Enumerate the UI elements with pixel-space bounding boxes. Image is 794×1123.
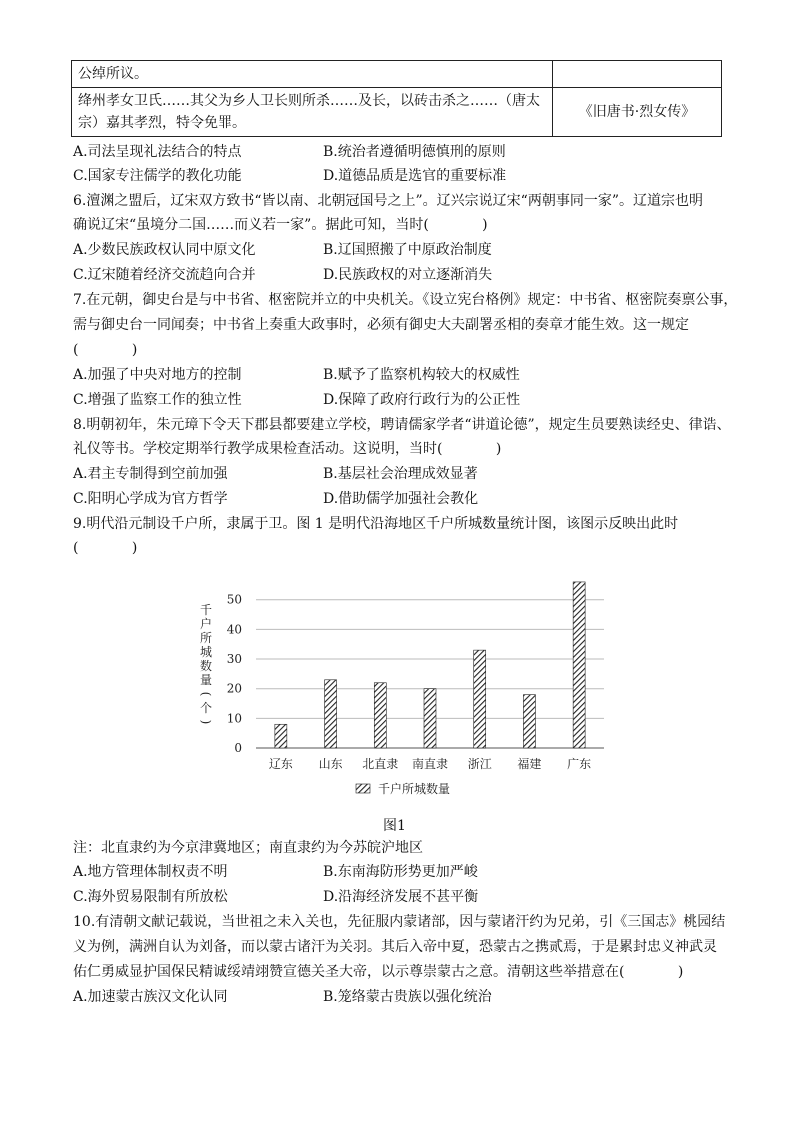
q9-option-a[interactable]: A.地方管理体制权责不明 xyxy=(73,864,228,880)
y-tick-label: 10 xyxy=(226,711,242,726)
q7-stem-line1: 7.在元朝，御史台是与中书省、枢密院并立的中央机关。《设立宪台格例》规定：中书省、枢密院奏禀公事， xyxy=(73,292,738,308)
x-tick-label: 广东 xyxy=(567,757,592,771)
q10-option-a[interactable]: A.加速蒙古族汉文化认同 xyxy=(73,989,228,1005)
q6-stem-line1: 6.澶渊之盟后，辽宋双方致书“皆以南、北朝冠国号之上”。辽兴宗说辽宋“两朝事同一家”。辽道宗也明 xyxy=(73,193,703,209)
table-cell-source: 《旧唐书·烈女传》 xyxy=(553,88,722,137)
y-tick-label: 40 xyxy=(226,622,242,637)
bar xyxy=(424,689,436,748)
table-row xyxy=(72,61,722,88)
x-tick-label: 辽东 xyxy=(268,757,293,771)
q7-stem-line2: 需与御史台一同闻奏；中书省上奏重大政事时，必须有御史大夫副署丞相的奏章才能生效。这一规定 xyxy=(73,317,689,333)
x-tick-label: 北直隶 xyxy=(362,757,399,771)
y-axis-label-char: 所 xyxy=(199,631,213,645)
table-row xyxy=(72,88,722,137)
table-cell-content: 公绰所议。 xyxy=(72,61,553,88)
y-axis-label-char: 个 xyxy=(199,701,213,715)
q10-stem-line1: 10.有清朝文献记载说，当世祖之未入关也，先征服内蒙诸部，因与蒙诸汗约为兄弟，引《三国志》桃园结 xyxy=(73,914,726,930)
table-cell-content: 绛州孝女卫氏……其父为乡人卫长则所杀……及长，以砖击杀之……（唐太宗）嘉其孝烈，特令免罪。 xyxy=(72,88,553,137)
y-tick-label: 30 xyxy=(226,652,242,667)
q7-option-a[interactable]: A.加强了中央对地方的控制 xyxy=(73,367,242,383)
figure-1-chart xyxy=(196,570,616,810)
y-axis-label-char: ) xyxy=(199,719,213,725)
y-axis-label-char: 千 xyxy=(199,603,213,617)
q9-option-c[interactable]: C.海外贸易限制有所放松 xyxy=(73,889,228,905)
q9-stem-line1: 9.明代沿元制设千户所，隶属于卫。图 1 是明代沿海地区千户所城数量统计图，该图示反映出此时 xyxy=(73,516,679,532)
source-table xyxy=(71,60,722,137)
q6-option-d[interactable]: D.民族政权的对立逐渐消失 xyxy=(323,267,493,283)
y-axis-label-char: ( xyxy=(199,691,213,697)
q5-option-c[interactable]: C.国家专注儒学的教化功能 xyxy=(73,168,242,184)
legend-label: 千户所城数量 xyxy=(378,782,451,796)
figure-caption: 图1 xyxy=(383,818,406,834)
y-axis-label-char: 城 xyxy=(199,645,213,659)
q5-option-b[interactable]: B.统治者遵循明德慎刑的原则 xyxy=(323,144,506,160)
q6-stem-line2: 确说辽宋“虽境分二国……而义若一家”。据此可知，当时( ) xyxy=(73,217,488,233)
q8-option-a[interactable]: A.君主专制得到空前加强 xyxy=(73,466,228,482)
x-tick-label: 浙江 xyxy=(467,757,492,771)
x-tick-label: 南直隶 xyxy=(411,757,449,771)
q8-option-b[interactable]: B.基层社会治理成效显著 xyxy=(323,466,478,482)
q7-stem-line3: ( ) xyxy=(73,342,138,358)
q9-option-b[interactable]: B.东南海防形势更加严峻 xyxy=(323,864,478,880)
bar xyxy=(325,680,337,748)
q10-option-b[interactable]: B.笼络蒙古贵族以强化统治 xyxy=(323,989,492,1005)
q10-stem-line2: 义为例，满洲自认为刘备，而以蒙古诸汗为关羽。其后入帝中夏，恐蒙古之携贰焉，于是累封忠义神武灵 xyxy=(73,939,717,955)
y-axis-label xyxy=(199,603,213,724)
q10-stem-line3: 佑仁勇威显护国保民精诚绥靖翊赞宣德关圣大帝，以示尊崇蒙古之意。清朝这些举措意在( ) xyxy=(73,964,684,980)
bar xyxy=(275,724,287,748)
y-tick-label: 50 xyxy=(226,592,242,607)
bar xyxy=(573,582,585,748)
q7-option-b[interactable]: B.赋予了监察机构较大的权威性 xyxy=(323,367,520,383)
q7-option-c[interactable]: C.增强了监察工作的独立性 xyxy=(73,392,242,408)
q9-option-d[interactable]: D.沿海经济发展不甚平衡 xyxy=(323,889,479,905)
q8-option-c[interactable]: C.阳明心学成为官方哲学 xyxy=(73,491,228,507)
q8-stem-line2: 礼仪等书。学校定期举行教学成果检查活动。这说明，当时( ) xyxy=(73,441,502,457)
q6-option-a[interactable]: A.少数民族政权认同中原文化 xyxy=(73,242,256,258)
q7-option-d[interactable]: D.保障了政府行政行为的公正性 xyxy=(323,392,521,408)
q9-stem-line2: ( ) xyxy=(73,540,138,556)
y-axis-label-char: 户 xyxy=(199,617,213,631)
table-cell-source xyxy=(553,61,722,88)
y-axis-label-char: 量 xyxy=(199,673,213,687)
q5-option-d[interactable]: D.道德品质是选官的重要标准 xyxy=(323,168,507,184)
bar xyxy=(523,695,535,748)
figure-note: 注：北直隶约为今京津冀地区；南直隶约为今苏皖沪地区 xyxy=(73,840,423,856)
y-tick-label: 20 xyxy=(226,681,242,696)
bar xyxy=(374,683,386,748)
q8-stem-line1: 8.明朝初年，朱元璋下令天下郡县都要建立学校，聘请儒家学者“讲道论德”，规定生员要熟读经史、律诰、 xyxy=(73,417,731,433)
x-tick-label: 山东 xyxy=(318,757,343,771)
legend-swatch xyxy=(356,784,370,793)
q5-option-a[interactable]: A.司法呈现礼法结合的特点 xyxy=(73,144,242,160)
q8-option-d[interactable]: D.借助儒学加强社会教化 xyxy=(323,491,479,507)
q6-option-c[interactable]: C.辽宋随着经济交流趋向合并 xyxy=(73,267,256,283)
y-axis-label-char: 数 xyxy=(199,659,213,673)
y-tick-label: 0 xyxy=(234,741,242,755)
bar xyxy=(474,650,486,748)
q6-option-b[interactable]: B.辽国照搬了中原政治制度 xyxy=(323,242,492,258)
x-tick-label: 福建 xyxy=(517,757,542,771)
